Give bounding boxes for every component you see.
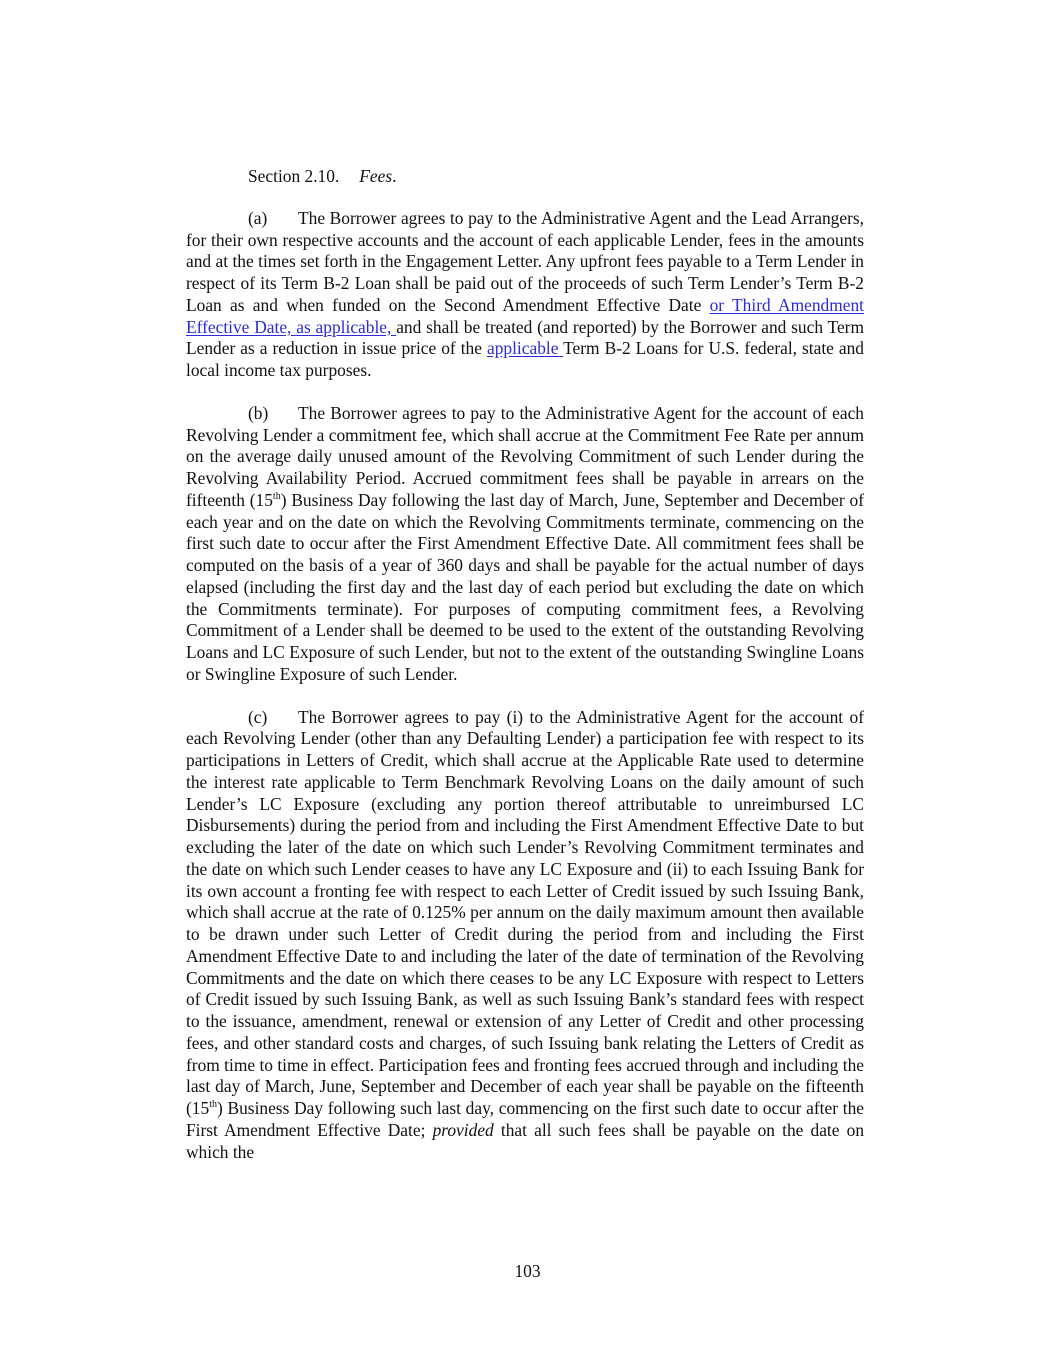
section-heading: Section 2.10. Fees. — [248, 166, 397, 186]
paragraph-c-text-cont: ) Business Day following such last day, commencing on the first such date to occur after the First Amendment Effective Date; — [186, 1098, 864, 1140]
ordinal-superscript: th — [209, 1099, 217, 1111]
section-title: Fees — [359, 166, 393, 186]
inserted-text-applicable: applicable — [486, 338, 564, 359]
provided-italic: provided — [432, 1119, 494, 1140]
page-number: 103 — [514, 1261, 541, 1281]
paragraph-b-label: (b) — [248, 402, 269, 423]
ordinal-superscript: th — [272, 490, 281, 502]
paragraph-a-text-end: Term B-2 Loans for U.S. federal, state and local income tax purposes. — [186, 338, 865, 380]
paragraph-c-text: The Borrower agrees to pay (i) to the Administrative Agent for the account of each Revolving Lender (other than any Defaulting Lender) a participation fee with respect to its participations in Letters of Credit, which shall accrue at the Applicable Rate used to determine the interest rate applicable to Term Benchmark Revolving Loans on the daily amount of such Lender’s LC Exposure (excluding any portion thereof attributable to unreimbursed LC Disbursements) during the period from and including the First Amendment Effective Date to but excluding the later of the date on which such Lender’s Revolving Commitment terminates and the date on which such Lender ceases to have any LC Exposure and (ii) to each Issuing Bank for its own account a fronting fee with respect to each Letter of Credit issued by such Issuing Bank, which shall accrue at the rate of 0.125% per annum on the daily maximum amount then available to be drawn under such Letter of Credit during the period from and including the First Amendment Effective Date to and including the later of the date of termination of the Revolving Commitments and the date on which there ceases to be any LC Exposure with respect to Letters of Credit issued by such Issuing Bank, as well as such Issuing Bank’s standard fees with respect to the issuance, amendment, renewal or extension of any Letter of Credit and other processing fees, and other standard costs and charges, of such Issuing bank relating the Letters of Credit as from time to time in effect. Participation fees and fronting fees accrued through and including the last day of March, June, September and December of each year shall be payable on the fifteenth (15 — [186, 706, 864, 1118]
paragraph-a-text-cont: and shall be treated (and reported) by the Borrower and such Term Lender as a reduction in issue price of the — [186, 316, 864, 359]
section-number: Section 2.10. — [248, 166, 340, 186]
inserted-text-third-amendment: or Third Amendment Effective Date, as applicable, — [186, 294, 864, 337]
paragraph-c-label: (c) — [248, 706, 268, 727]
paragraph-a-text: The Borrower agrees to pay to the Administrative Agent and the Lead Arrangers, for their own respective accounts and the account of each applicable Lender, fees in the amounts and at the times set forth in the Engagement Letter. Any upfront fees payable to a Term Lender in respect of its Term B-2 Loan shall be paid out of the proceeds of such Term Lender’s Term B-2 Loan as and when funded on the Second Amendment Effective Date — [186, 207, 864, 315]
paragraph-b-text-cont: ) Business Day following the last day of March, June, September and December of each year and on the date on which the Revolving Commitments terminate, commencing on the first such date to occur after the First Amendment Effective Date. All commitment fees shall be computed on the basis of a year of 360 days and shall be payable for the actual number of days elapsed (including the first day and the last day of each period but excluding the date on which the Commitments terminate). For purposes of computing commitment fees, a Revolving Commitment of a Lender shall be deemed to be used to the extent of the outstanding Revolving Loans and LC Exposure of such Lender, but not to the extent of the outstanding Swingline Loans or Swingline Exposure of such Lender. — [186, 489, 865, 684]
document-body — [186, 166, 864, 1184]
paragraph-c-text-end: that all such fees shall be payable on the date on which the — [186, 1119, 865, 1162]
paragraph-a-label: (a) — [248, 207, 268, 228]
paragraph-c — [186, 707, 864, 1164]
paragraph-b-text: The Borrower agrees to pay to the Administrative Agent for the account of each Revolving Lender a commitment fee, which shall accrue at the Commitment Fee Rate per annum on the average daily unused amount of the Revolving Commitment of such Lender during the Revolving Availability Period. Accrued commitment fees shall be payable in arrears on the fifteenth (15 — [186, 402, 864, 510]
paragraph-b — [186, 403, 864, 686]
paragraph-a — [186, 208, 864, 382]
